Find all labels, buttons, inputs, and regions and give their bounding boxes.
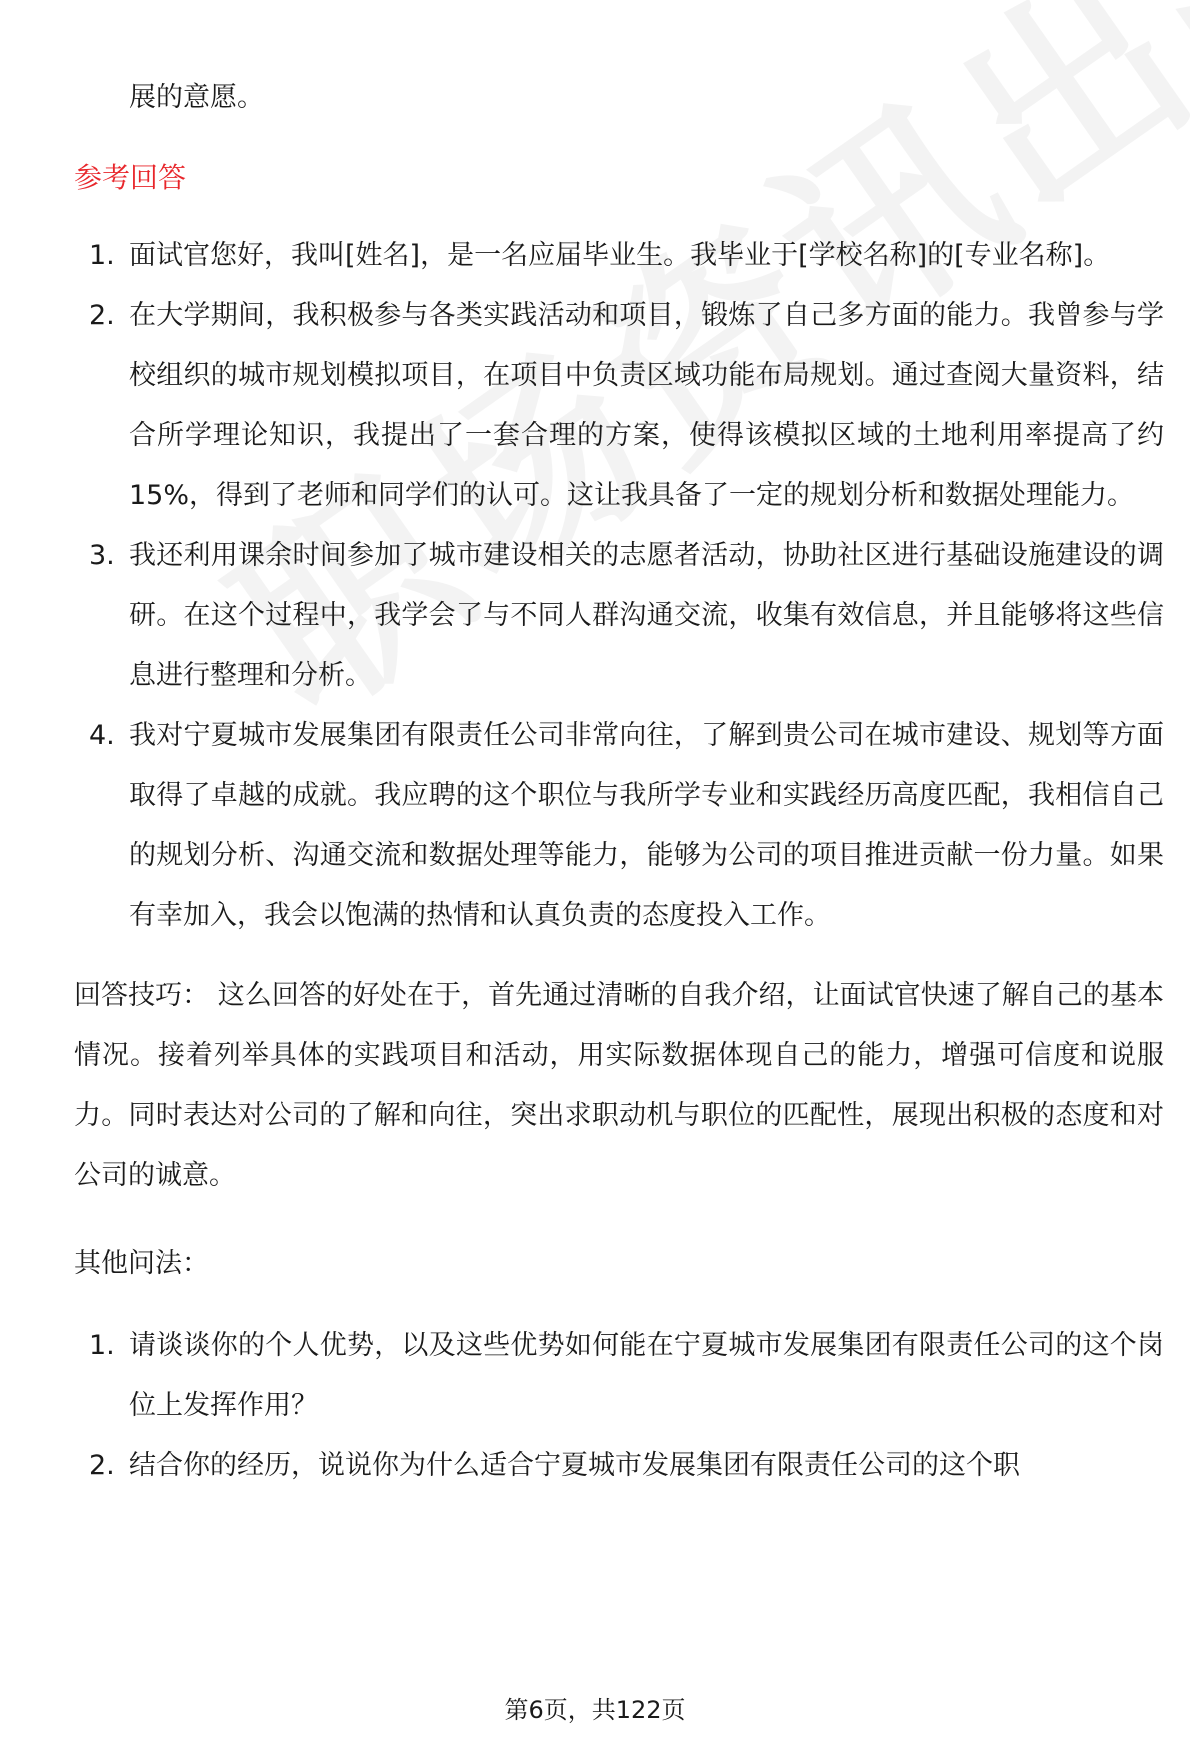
- list-item-text: 在大学期间，我积极参与各类实践活动和项目，锻炼了自己多方面的能力。我曾参与学校组织的城市规划模拟项目，在项目中负责区域功能布局规划。通过查阅大量资料，结合所学理论知识，我提出了一套合理的方案，使得该模拟区域的土地利用率提高了约 15%，得到了老师和同学们的认可。这让我具备了一定的规划分析和数据处理能力。: [129, 300, 1164, 511]
- list-item-number: 2.: [89, 1450, 115, 1481]
- list-item-text: 我对宁夏城市发展集团有限责任公司非常向往，了解到贵公司在城市建设、规划等方面取得了卓越的成就。我应聘的这个职位与我所学专业和实践经历高度匹配，我相信自己的规划分析、沟通交流和数据处理等能力，能够为公司的项目推进贡献一份力量。如果有幸加入，我会以饱满的热情和认真负责的态度投入工作。: [129, 720, 1164, 931]
- answer-tips-paragraph: 回答技巧： 这么回答的好处在于，首先通过清晰的自我介绍，让面试官快速了解自己的基本情况。接着列举具体的实践项目和活动，用实际数据体现自己的能力，增强可信度和说服力。同时表达对公司的了解和向往，突出求职动机与职位的匹配性，展现出积极的态度和对公司的诚意。: [74, 980, 1164, 1191]
- list-item-number: 4.: [89, 720, 115, 751]
- list-item: [74, 526, 1164, 706]
- other-questions-heading: 其他问法：: [74, 1248, 209, 1279]
- list-item-number: 1.: [89, 240, 115, 271]
- list-item: [74, 286, 1164, 526]
- page-number-footer: 第6页，共122页: [504, 1696, 686, 1724]
- list-item: [74, 1316, 1164, 1436]
- continuation-text: 展的意愿。: [129, 82, 264, 113]
- list-item: [74, 1436, 1164, 1496]
- list-item-number: 1.: [89, 1330, 115, 1361]
- reference-answer-list: [74, 226, 1164, 946]
- list-item-number: 2.: [89, 300, 115, 331]
- list-item-text: 面试官您好，我叫[姓名]，是一名应届毕业生。我毕业于[学校名称]的[专业名称]。: [129, 240, 1111, 271]
- list-item-text: 请谈谈你的个人优势，以及这些优势如何能在宁夏城市发展集团有限责任公司的这个岗位上发挥作用？: [129, 1330, 1164, 1421]
- page-content: [74, 68, 1164, 1496]
- list-item-text: 我还利用课余时间参加了城市建设相关的志愿者活动，协助社区进行基础设施建设的调研。在这个过程中，我学会了与不同人群沟通交流，收集有效信息，并且能够将这些信息进行整理和分析。: [129, 540, 1164, 691]
- list-item-number: 3.: [89, 540, 115, 571]
- list-item: [74, 226, 1164, 286]
- list-item-text: 结合你的经历，说说你为什么适合宁夏城市发展集团有限责任公司的这个职: [129, 1450, 1020, 1481]
- reference-answer-heading: 参考回答: [74, 161, 187, 194]
- other-questions-list: [74, 1316, 1164, 1496]
- list-item: [74, 706, 1164, 946]
